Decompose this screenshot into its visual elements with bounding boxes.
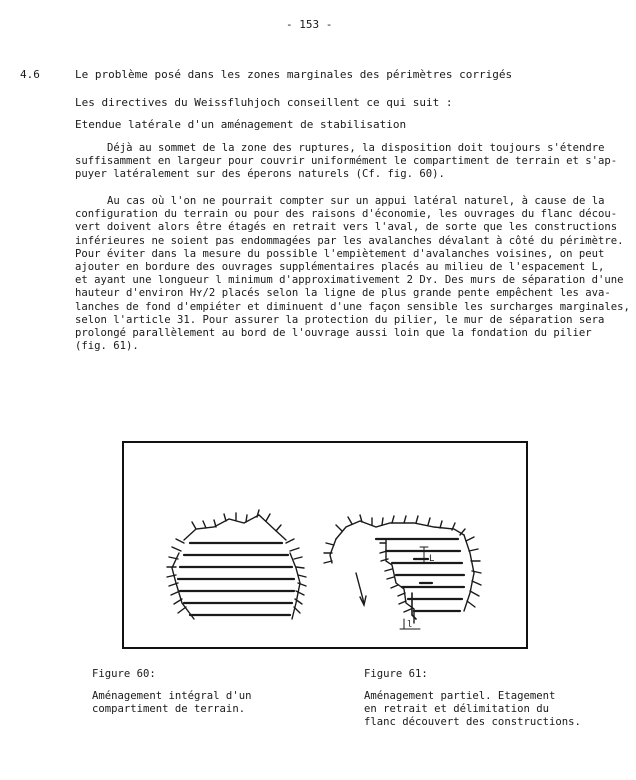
paragraph-line: inférieures ne soient pas endommagées par les avalanches dévalant à côté du périmètre. (75, 234, 624, 247)
paragraph-line: hauteur d'environ Hʏ/2 placés selon la ligne de plus grande pente empêchent les ava- (75, 287, 611, 300)
caption-fig61-line: Aménagement partiel. Etagement (364, 690, 556, 702)
paragraph-1 (75, 142, 618, 182)
paragraph-line: lanches de fond d'empiéter et diminuent d'une façon sensible les surcharges marginales, (75, 300, 630, 313)
section-number: 4.6 (20, 68, 40, 81)
subheading: Etendue latérale d'un aménagement de stabilisation (75, 118, 407, 131)
paragraph-line: Déjà au sommet de la zone des ruptures, la disposition doit toujours s'étendre (107, 142, 605, 154)
paragraph-line: (fig. 61). (75, 340, 139, 353)
label-L: L (429, 554, 435, 564)
directives-line: Les directives du Weissfluhjoch conseillent ce qui suit : (75, 96, 453, 109)
paragraph-line: ajouter en bordure des ouvrages supplémentaires placés au milieu de l'espacement L, (75, 261, 605, 274)
paragraph-line: vert doivent alors être étagés en retrait vers l'aval, de sorte que les constructions (75, 221, 618, 234)
paragraph-line: prolongé parallèlement au bord de l'ouvrage aussi loin que la fondation du pilier (75, 327, 592, 340)
fig61-drawing (324, 515, 481, 629)
paragraph-line: et ayant une longueur l minimum d'approximativement 2 Dʏ. Des murs de séparation d'une (75, 274, 624, 287)
figure-drawing (124, 443, 526, 647)
paragraph-line: selon l'article 31. Pour assurer la protection du pilier, le mur de séparation sera (75, 313, 605, 326)
page-number: - 153 - (286, 18, 333, 31)
caption-fig60-title: Figure 60: (92, 668, 156, 680)
caption-fig61-line: en retrait et délimitation du (364, 703, 549, 715)
paragraph-line: Au cas où l'on ne pourrait compter sur un appui latéral naturel, à cause de la (107, 195, 605, 207)
caption-fig61-line: flanc découvert des constructions. (364, 716, 581, 728)
paragraph-line: puyer latéralement sur des éperons naturels (Cf. fig. 60). (75, 168, 445, 181)
section-title: Le problème posé dans les zones marginales des périmètres corrigés (75, 68, 513, 81)
paragraph-line: configuration du terrain ou pour des raisons d'économie, les ouvrages du flanc décou- (75, 208, 618, 221)
paragraph-2 (75, 195, 630, 353)
caption-fig61-title: Figure 61: (364, 668, 428, 680)
figure-frame (122, 441, 528, 649)
label-l: l (407, 620, 413, 630)
caption-fig60-line: Aménagement intégral d'un (92, 690, 252, 702)
caption-fig60-line: compartiment de terrain. (92, 703, 246, 715)
paragraph-line: Pour éviter dans la mesure du possible l'empiètement d'avalanches voisines, on peut (75, 247, 605, 260)
paragraph-line: suffisamment en largeur pour couvrir uniformément le compartiment de terrain et s'ap- (75, 155, 618, 168)
fig60-drawing (167, 510, 306, 619)
